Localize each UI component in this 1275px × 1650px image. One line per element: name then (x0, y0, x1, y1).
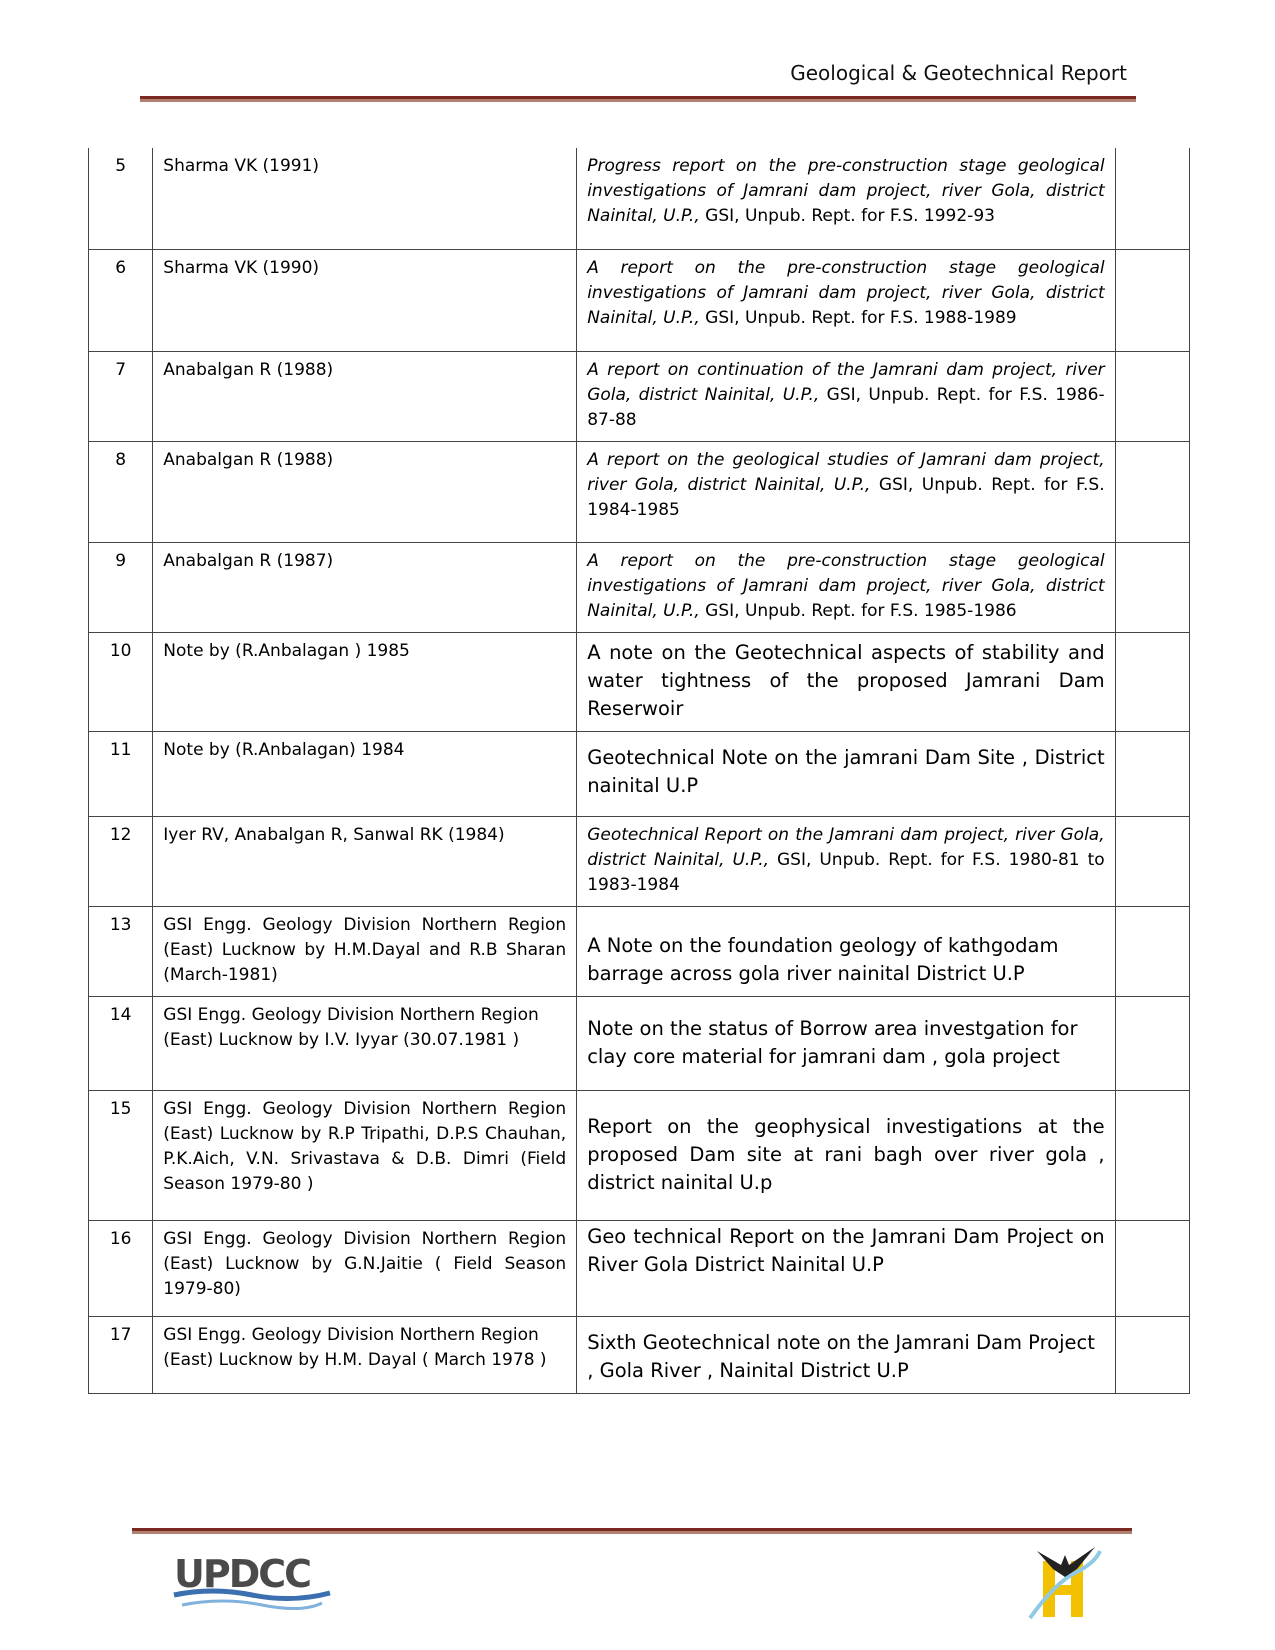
svg-text:UPDCC: UPDCC (174, 1552, 311, 1596)
row-number: 10 (89, 632, 153, 731)
title-cell (577, 351, 1115, 441)
author-cell: GSI Engg. Geology Division Northern Region (East) Lucknow by R.P Tripathi, D.P.S Chauhan, P.K.Aich, V.N. Srivastava & D.B. Dimri (Field Season 1979-80 ) (153, 1090, 577, 1220)
author-cell: Note by (R.Anbalagan ) 1985 (153, 632, 577, 731)
title-cell (577, 1316, 1115, 1393)
title-italic: Progress report on the pre-construction stage geological investigations of Jamrani dam project, river Gola, district Nainital, U.P., (587, 156, 1105, 226)
row-number: 16 (89, 1220, 153, 1316)
report-header-title: Geological & Geotechnical Report (790, 61, 1127, 85)
table-row (89, 542, 1190, 632)
title-cell (577, 632, 1115, 731)
empty-cell (1115, 731, 1189, 816)
title-plain: GSI, Unpub. Rept. for F.S. 1984-1985 (587, 474, 1105, 520)
title-italic: A report on the pre-construction stage geological investigations of Jamrani dam project, river Gola, district Nainital, U.P., (587, 257, 1105, 328)
updcc-logo (172, 1545, 332, 1615)
title-text: A note on the Geotechnical aspects of stability and water tightness of the proposed Jamrani Dam Reserwoir (587, 640, 1105, 720)
row-number: 15 (89, 1090, 153, 1220)
empty-cell (1115, 906, 1189, 996)
table-row (89, 1090, 1190, 1220)
title-cell (577, 1090, 1115, 1220)
title-cell (577, 996, 1115, 1090)
author-cell: GSI Engg. Geology Division Northern Region (East) Lucknow by I.V. Iyyar (30.07.1981 ) (153, 996, 577, 1090)
eagle-logo (1025, 1543, 1105, 1623)
title-text: Note on the status of Borrow area investgation for clay core material for jamrani dam , gola project (587, 1016, 1078, 1068)
title-cell (577, 1220, 1115, 1316)
author-cell: GSI Engg. Geology Division Northern Region (East) Lucknow by G.N.Jaitie ( Field Season 1979-80) (153, 1220, 577, 1316)
title-cell (577, 249, 1115, 351)
author-cell: Anabalgan R (1988) (153, 441, 577, 542)
title-plain: GSI, Unpub. Rept. for F.S. 1985-1986 (699, 600, 1017, 621)
row-number: 9 (89, 542, 153, 632)
title-italic: A report on the geological studies of Jamrani dam project, river Gola, district Nainital, U.P., (587, 449, 1105, 495)
title-text: Sixth Geotechnical note on the Jamrani Dam Project , Gola River , Nainital District U.P (587, 1330, 1095, 1382)
author-cell: Anabalgan R (1987) (153, 542, 577, 632)
row-number: 17 (89, 1316, 153, 1393)
title-italic: A report on the pre-construction stage geological investigations of Jamrani dam project, river Gola, district Nainital, U.P., (587, 550, 1105, 621)
title-plain: GSI, Unpub. Rept. for F.S. 1980-81 to 1983-1984 (587, 849, 1105, 895)
row-number: 11 (89, 731, 153, 816)
updcc-logo-graphic (172, 1545, 332, 1615)
title-cell (577, 441, 1115, 542)
title-text: Geo technical Report on the Jamrani Dam Project on River Gola District Nainital U.P (587, 1224, 1105, 1276)
empty-cell (1115, 351, 1189, 441)
title-cell (577, 542, 1115, 632)
title-text: A Note on the foundation geology of kathgodam barrage across gola river nainital District U.P (587, 933, 1059, 985)
row-number: 6 (89, 249, 153, 351)
author-cell: GSI Engg. Geology Division Northern Region (East) Lucknow by H.M. Dayal ( March 1978 ) (153, 1316, 577, 1393)
title-plain: GSI, Unpub. Rept. for F.S. 1986-87-88 (587, 384, 1105, 430)
author-cell: Sharma VK (1990) (153, 249, 577, 351)
table-row (89, 1316, 1190, 1393)
title-cell (577, 731, 1115, 816)
table-row (89, 731, 1190, 816)
empty-cell (1115, 996, 1189, 1090)
row-number: 14 (89, 996, 153, 1090)
author-cell: Anabalgan R (1988) (153, 351, 577, 441)
row-number: 7 (89, 351, 153, 441)
empty-cell (1115, 1316, 1189, 1393)
table-row (89, 148, 1190, 249)
row-number: 13 (89, 906, 153, 996)
empty-cell (1115, 542, 1189, 632)
title-cell (577, 148, 1115, 249)
author-cell: Sharma VK (1991) (153, 148, 577, 249)
empty-cell (1115, 1090, 1189, 1220)
table-row (89, 996, 1190, 1090)
wave-icon (182, 1601, 322, 1609)
references-table (88, 148, 1190, 1394)
table-row (89, 632, 1190, 731)
table-row (89, 351, 1190, 441)
title-text: Report on the geophysical investigations at the proposed Dam site at rani bagh over river gola , district nainital U.p (587, 1114, 1105, 1194)
empty-cell (1115, 249, 1189, 351)
footer-divider (132, 1528, 1132, 1531)
empty-cell (1115, 632, 1189, 731)
title-italic: Geotechnical Report on the Jamrani dam project, river Gola, district Nainital, U.P., (587, 824, 1105, 870)
title-text: Geotechnical Note on the jamrani Dam Site , District nainital U.P (587, 745, 1105, 797)
row-number: 5 (89, 148, 153, 249)
author-cell: GSI Engg. Geology Division Northern Region (East) Lucknow by H.M.Dayal and R.B Sharan (March-1981) (153, 906, 577, 996)
empty-cell (1115, 816, 1189, 906)
row-number: 8 (89, 441, 153, 542)
table-row (89, 1220, 1190, 1316)
empty-cell (1115, 148, 1189, 249)
eagle-logo-graphic (1025, 1543, 1105, 1623)
author-cell: Iyer RV, Anabalgan R, Sanwal RK (1984) (153, 816, 577, 906)
table-row (89, 906, 1190, 996)
row-number: 12 (89, 816, 153, 906)
table-row (89, 441, 1190, 542)
author-cell: Note by (R.Anbalagan) 1984 (153, 731, 577, 816)
title-cell (577, 816, 1115, 906)
title-plain: GSI, Unpub. Rept. for F.S. 1988-1989 (699, 307, 1017, 328)
title-cell (577, 906, 1115, 996)
header-divider (140, 96, 1136, 99)
table-row (89, 816, 1190, 906)
title-italic: A report on continuation of the Jamrani dam project, river Gola, district Nainital, U.P., (587, 359, 1105, 405)
empty-cell (1115, 1220, 1189, 1316)
table-row (89, 249, 1190, 351)
empty-cell (1115, 441, 1189, 542)
title-plain: GSI, Unpub. Rept. for F.S. 1992-93 (699, 206, 995, 226)
